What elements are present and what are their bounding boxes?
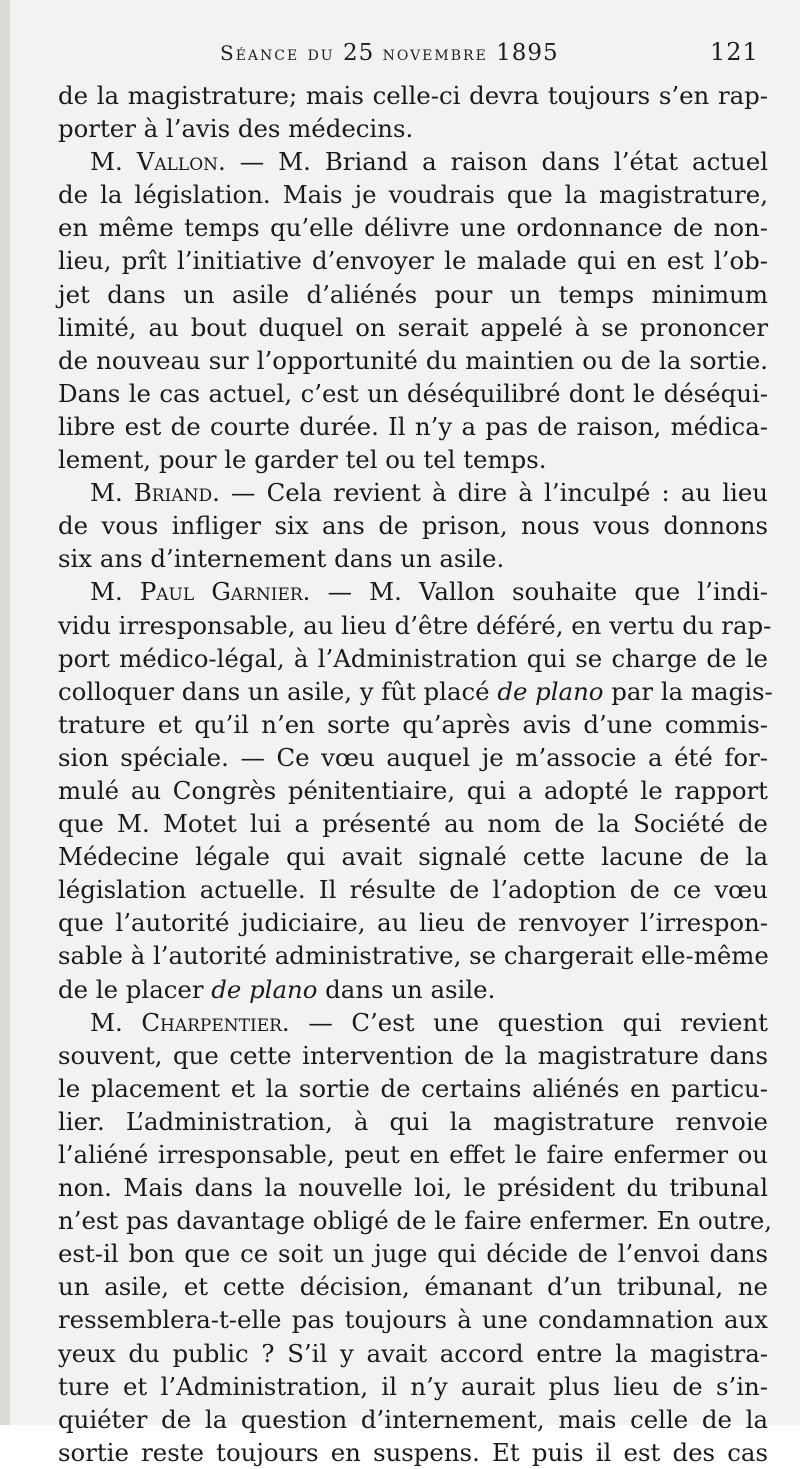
header-month: novembre <box>374 41 497 65</box>
text-line: port médico-légal, à l’Administration qui se charge de le <box>58 643 768 673</box>
text-line: de la magistrature; mais celle-ci devra toujours s’en rap- <box>58 81 768 110</box>
text-line: le placement et la sortie de certains aliénés en particu- <box>58 1073 768 1103</box>
speech-text: — M. Vallon souhaite que l’indi- <box>310 577 768 607</box>
text-line: législation actuelle. Il résulte de l’adoption de ce vœu <box>58 875 768 905</box>
speaker-line <box>58 145 768 178</box>
body-text <box>58 79 773 1469</box>
italic-term: de plano <box>211 974 318 1004</box>
text-line <box>58 973 768 1006</box>
speaker-name: M. Briand. <box>90 478 220 508</box>
text-line: lieu, prît l’initiative d’envoyer le malade qui en est l’ob- <box>58 246 768 276</box>
text-line: libre est de courte durée. Il n’y a pas de raison, médica- <box>58 411 768 441</box>
text-line: yeux du public ? S’il y avait accord entre la magistra- <box>58 1338 768 1368</box>
text-line: de la législation. Mais je voudrais que la magistrature, <box>58 180 768 210</box>
text-line: que M. Motet lui a présenté au nom de la Société de <box>58 809 768 839</box>
text-line: lement, pour le garder tel ou tel temps. <box>58 445 547 475</box>
text-line: sion spéciale. — Ce vœu auquel je m’associe a été for- <box>58 742 768 772</box>
text-line: mulé au Congrès pénitentiaire, qui a adopté le rapport <box>58 775 768 805</box>
text-line <box>58 675 773 708</box>
running-header <box>220 40 559 66</box>
text-segment: colloquer dans un asile, y fût placé <box>58 676 498 706</box>
text-line: Dans le cas actuel, c’est un déséquilibré dont le déséqui- <box>58 378 768 408</box>
speaker-name: M. Vallon. <box>90 147 226 177</box>
text-line: limité, au bout duquel on serait appelé à se prononcer <box>58 312 768 342</box>
text-line: est-il bon que ce soit un juge qui décide de l’envoi dans <box>58 1239 768 1269</box>
text-line: Médecine légale qui avait signalé cette lacune de la <box>58 842 768 872</box>
text-line: sable à l’autorité administrative, se chargerait elle-même <box>58 941 769 971</box>
header-day: 25 <box>342 40 375 66</box>
speaker-name: M. Charpentier. <box>90 1007 290 1037</box>
speaker-line <box>58 476 768 509</box>
text-line: jet dans un asile d’aliénés pour un temps minimum <box>58 279 768 309</box>
speech-text: — M. Briand a raison dans l’état actuel <box>225 147 768 177</box>
text-line: souvent, que cette intervention de la magistrature dans <box>58 1040 768 1070</box>
text-line: de nouveau sur l’opportunité du maintien ou de la sortie. <box>58 345 768 375</box>
text-line: ressemblera-t-elle pas toujours à une condamnation aux <box>58 1305 768 1335</box>
text-segment: dans un asile. <box>317 974 496 1004</box>
speaker-name: M. Paul Garnier. <box>90 577 311 607</box>
speaker-line <box>58 575 768 608</box>
text-line: ture et l’Administration, il n’y aurait plus lieu de s’in- <box>58 1371 768 1401</box>
text-segment: de le placer <box>58 974 212 1004</box>
text-line: porter à l’avis des médecins. <box>58 114 414 144</box>
text-line: en même temps qu’elle délivre une ordonnance de non- <box>58 213 768 243</box>
text-line: n’est pas davantage obligé de le faire enfermer. En outre, <box>58 1206 773 1236</box>
page-number: 121 <box>710 38 759 66</box>
text-line: un asile, et cette décision, émanant d’un tribunal, ne <box>58 1272 768 1302</box>
speaker-line <box>58 1006 768 1039</box>
text-line: de vous infliger six ans de prison, nous vous donnons <box>58 511 768 541</box>
text-line: que l’autorité judiciaire, au lieu de renvoyer l’irrespon- <box>58 908 768 938</box>
italic-term: de plano <box>497 676 604 706</box>
text-line: lier. L’administration, à qui la magistrature renvoie <box>58 1106 768 1136</box>
text-line: sortie reste toujours en suspens. Et puis il est des cas <box>58 1437 768 1467</box>
header-title-prefix: Séance du <box>220 41 343 65</box>
header-year: 1895 <box>496 40 559 66</box>
text-line: trature et qu’il n’en sorte qu’après avis d’une commis- <box>58 709 768 739</box>
text-line: six ans d’internement dans un asile. <box>58 544 505 574</box>
text-line: quiéter de la question d’internement, mais celle de la <box>58 1404 768 1434</box>
text-segment: par la magis- <box>603 676 773 706</box>
text-line: vidu irresponsable, au lieu d’être déféré, en vertu du rap- <box>58 610 772 640</box>
text-line: l’aliéné irresponsable, peut en effet le faire enfermer ou <box>58 1140 768 1169</box>
speech-text: — C’est une question qui revient <box>289 1007 768 1037</box>
speech-text: — Cela revient à dire à l’inculpé : au lieu <box>219 478 768 508</box>
text-line: non. Mais dans la nouvelle loi, le président du tribunal <box>58 1173 768 1203</box>
